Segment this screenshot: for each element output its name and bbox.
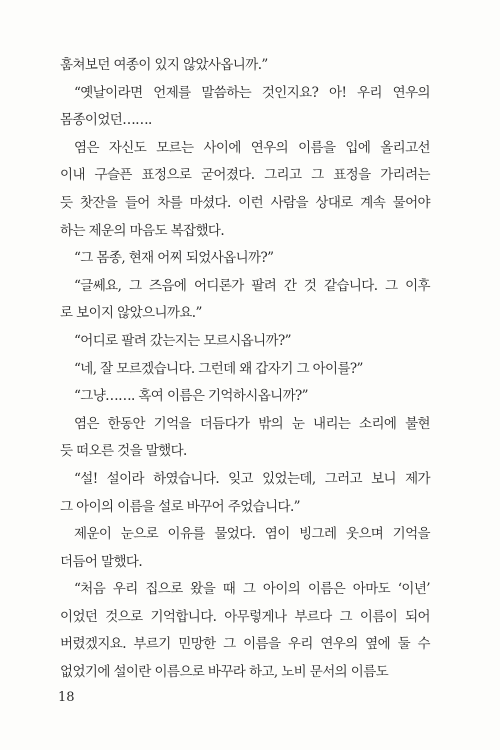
- text-line: “어디로 팔려 갔는지는 모르시옵니까?”: [74, 332, 291, 349]
- paragraph: [60, 356, 430, 384]
- paragraph: [60, 135, 430, 245]
- text-line: 더듬어 말했다.: [60, 553, 143, 570]
- page-number: 18: [58, 690, 75, 705]
- text-line: 훔쳐보던 여종이 있지 않았사옵니까.”: [60, 57, 268, 73]
- paragraph: [60, 466, 430, 521]
- text-line: 염은 자신도 모르는 사이에 연우의 이름을 입에 올리고선: [74, 139, 430, 156]
- text-line: 그 아이의 이름을 설로 바꾸어 주었습니다.”: [60, 498, 300, 515]
- text-line: 로 보이지 않았으니까요.”: [60, 305, 202, 322]
- text-line: “그 몸종, 현재 어찌 되었사옵니까?”: [74, 250, 274, 267]
- paragraph: [60, 521, 430, 576]
- text-line: 염은 한동안 기억을 더듬다가 밖의 눈 내리는 소리에 불현: [74, 415, 430, 432]
- paragraph: [60, 52, 430, 80]
- text-line: “옛날이라면 언제를 말씀하는 것인지요? 아! 우리 연우의: [74, 84, 430, 101]
- text-line: 이내 구슬픈 표정으로 굳어졌다. 그리고 그 표정을 가리려는: [60, 167, 430, 184]
- text-line: 듯 찻잔을 들어 차를 마셨다. 이런 사람을 상대로 계속 물어야: [60, 194, 430, 211]
- text-line: “글쎄요, 그 즈음에 어디론가 팔려 간 것 같습니다. 그 이후: [74, 277, 430, 294]
- text-line: “네, 잘 모르겠습니다. 그런데 왜 갑자기 그 아이를?”: [74, 360, 363, 377]
- paragraph: [60, 411, 430, 466]
- text-line: 몸종이었던…….: [60, 112, 152, 129]
- text-line: 듯 떠오른 것을 말했다.: [60, 443, 187, 460]
- text-line: 이었던 것으로 기억합니다. 아무렇게나 부르다 그 이름이 되어: [60, 608, 430, 625]
- paragraph: [60, 245, 430, 273]
- paragraph: [60, 328, 430, 356]
- text-line: 없었기에 설이란 이름으로 바꾸라 하고, 노비 문서의 이름도: [60, 664, 389, 681]
- text-line: 하는 제운의 마음도 복잡했다.: [60, 222, 225, 239]
- text-line: “그냥……. 혹여 이름은 기억하시옵니까?”: [74, 388, 308, 405]
- text-line: 버렸겠지요. 부르기 민망한 그 이름을 우리 연우의 옆에 둘 수: [60, 636, 430, 653]
- body-text: [60, 52, 430, 687]
- text-line: “처음 우리 집으로 왔을 때 그 아이의 이름은 아마도 ‘이년’: [74, 581, 430, 598]
- paragraph: [60, 576, 430, 686]
- paragraph: [60, 273, 430, 328]
- text-line: “설! 설이라 하였습니다. 잊고 있었는데, 그러고 보니 제가: [74, 470, 430, 487]
- text-line: 제운이 눈으로 이유를 물었다. 염이 빙그레 웃으며 기억을: [74, 526, 430, 543]
- paragraph: [60, 383, 430, 411]
- paragraph: [60, 80, 430, 135]
